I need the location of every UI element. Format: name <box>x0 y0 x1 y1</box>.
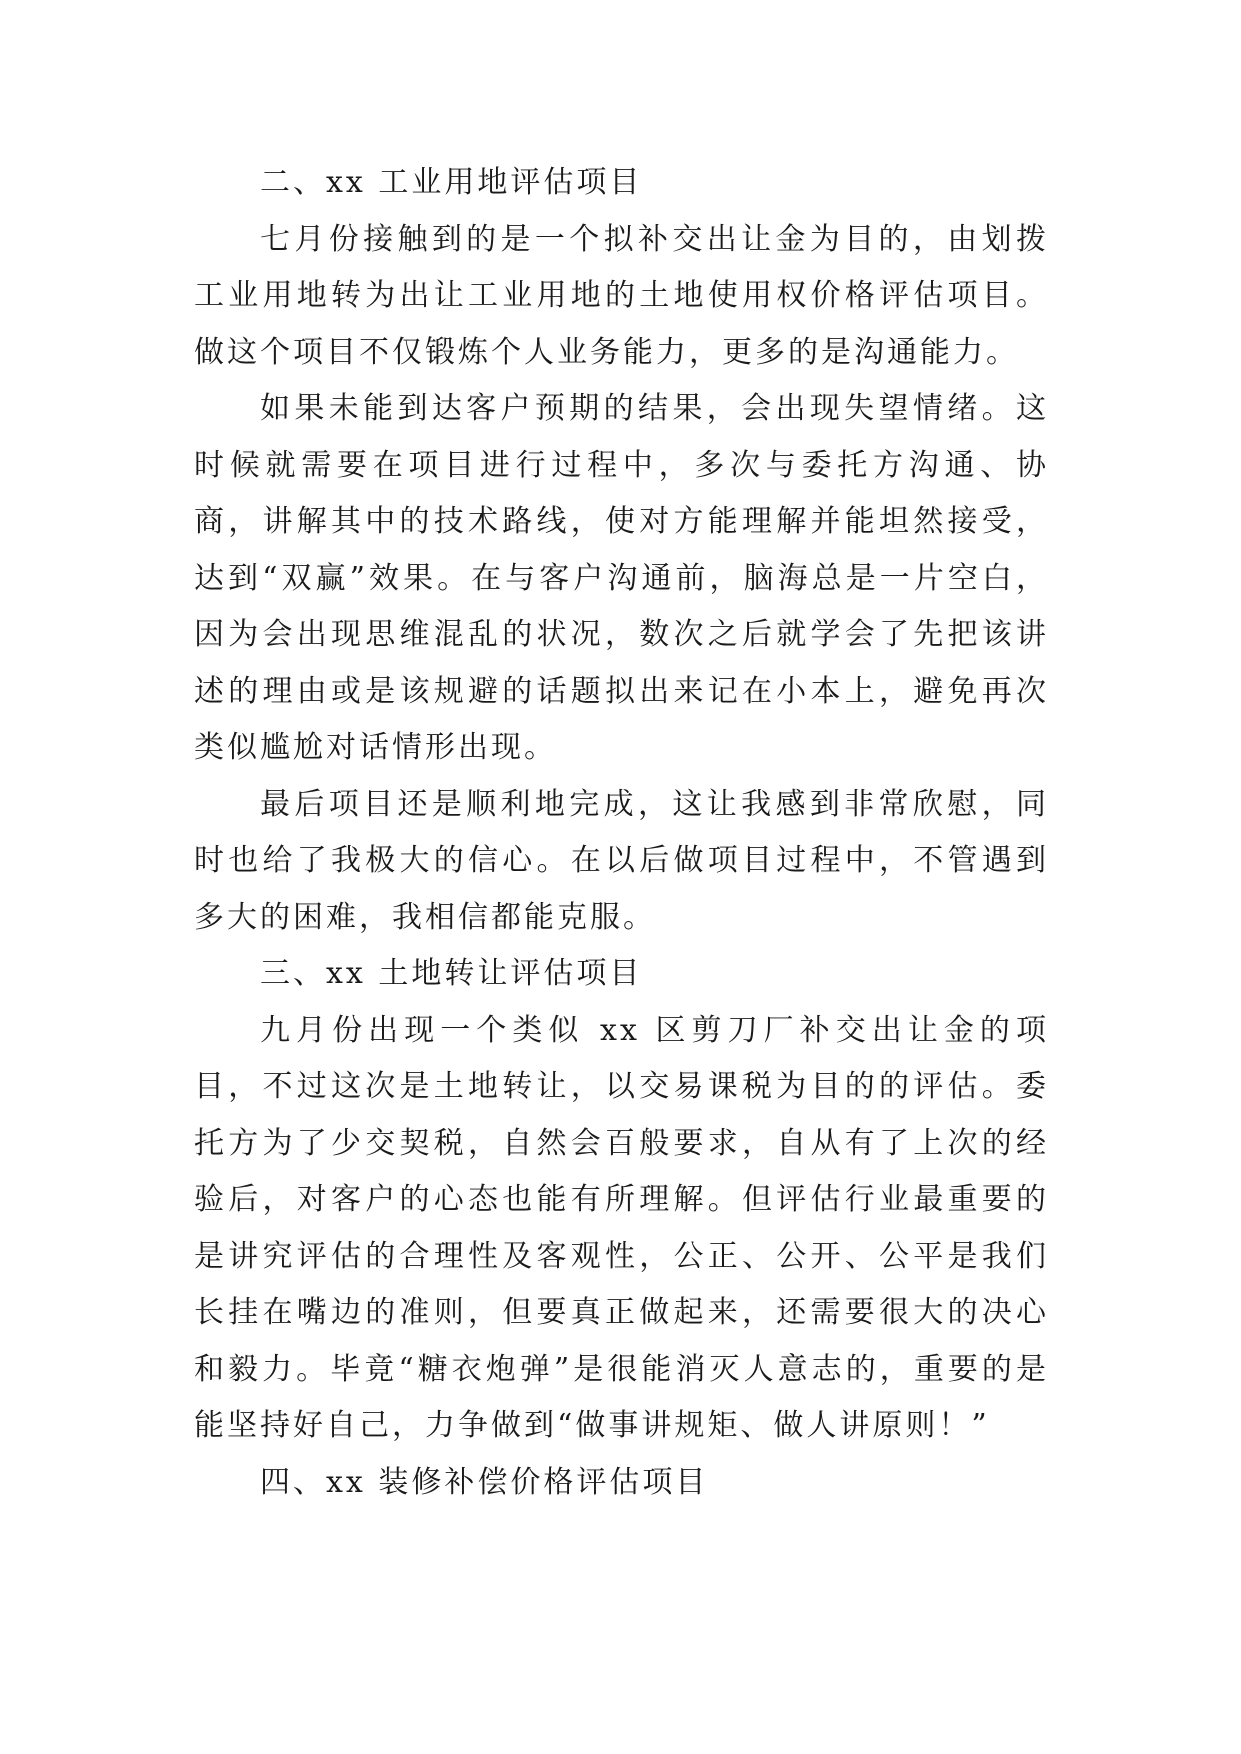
paragraph: 如果未能到达客户预期的结果，会出现失望情绪。这时候就需要在项目进行过程中，多次与委托方沟通、协商，讲解其中的技术路线，使对方能理解并能坦然接受，达到“双赢”效果。在与客户沟通前，脑海总是一片空白，因为会出现思维混乱的状况，数次之后就学会了先把该讲述的理由或是该规避的话题拟出来记在小本上，避免再次类似尴尬对话情形出现。 <box>194 391 1049 765</box>
paragraph: 七月份接触到的是一个拟补交出让金为目的，由划拨工业用地转为出让工业用地的土地使用权价格评估项目。做这个项目不仅锻炼个人业务能力，更多的是沟通能力。 <box>194 221 1049 370</box>
section-heading-3: 三、xx 土地转让评估项目 <box>260 956 643 991</box>
section-heading-2: 二、xx 工业用地评估项目 <box>260 165 643 200</box>
paragraph: 最后项目还是顺利地完成，这让我感到非常欣慰，同时也给了我极大的信心。在以后做项目过程中，不管遇到多大的困难，我相信都能克服。 <box>194 786 1049 935</box>
paragraph: 九月份出现一个类似 xx 区剪刀厂补交出让金的项目，不过这次是土地转让，以交易课税为目的的评估。委托方为了少交契税，自然会百般要求，自从有了上次的经验后，对客户的心态也能有所理解。但评估行业最重要的是讲究评估的合理性及客观性，公正、公开、公平是我们长挂在嘴边的准则，但要真正做起来，还需要很大的决心和毅力。毕竟“糖衣炮弹”是很能消灭人意志的，重要的是能坚持好自己，力争做到“做事讲规矩、做人讲原则！” <box>194 1012 1049 1443</box>
document-body <box>194 155 1049 1511</box>
section-heading-4: 四、xx 装修补偿价格评估项目 <box>260 1464 709 1500</box>
